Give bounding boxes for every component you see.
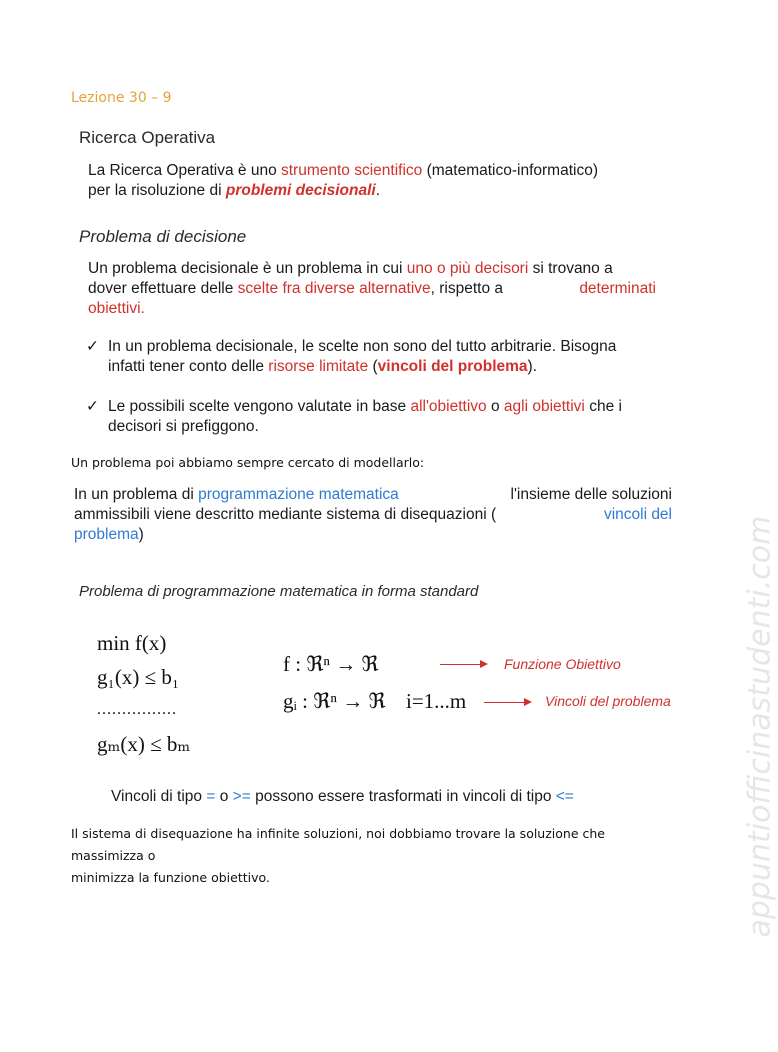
text: decisori si prefiggono. — [108, 418, 259, 435]
highlight-decisori: uno o più decisori — [406, 260, 529, 277]
arrow-line — [440, 664, 480, 665]
text: Un problema decisionale è un problema in cui — [88, 260, 407, 277]
arrow-right-icon — [524, 698, 532, 706]
text: l'insieme delle soluzioni — [510, 486, 672, 503]
text: Le possibili scelte vengono valutate in base — [108, 398, 411, 415]
highlight-obiettivi: obiettivi. — [88, 300, 145, 317]
highlight-problema: problema — [74, 526, 139, 543]
check-icon: ✓ — [86, 398, 99, 415]
formula-g1: g₁(x) ≤ b₁ — [97, 665, 180, 689]
note-modellare: Un problema poi abbiamo sempre cercato di modellarlo: — [71, 455, 425, 470]
text: ) — [138, 526, 144, 543]
slide-title-problema-decisione: Problema di decisione — [79, 227, 247, 246]
programmazione-definition — [74, 485, 672, 545]
highlight-problemi-decisionali: problemi decisionali — [225, 182, 376, 199]
text: , rispetto a — [430, 280, 504, 297]
text: In un problema decisionale, le scelte non sono del tutto arbitrarie. Bisogna — [108, 338, 617, 355]
slide-title-forma-standard: Problema di programmazione matematica in forma standard — [79, 583, 479, 600]
vincoli-tipo — [111, 787, 574, 807]
text: ammissibili viene descritto mediante sistema di disequazioni ( — [74, 506, 497, 523]
note-line: minimizza la funzione obiettivo. — [71, 870, 270, 885]
highlight-equal: = — [206, 788, 216, 805]
text: dover effettuare delle — [88, 280, 238, 297]
formula-f-map: f : ℜⁿ → ℜ — [283, 652, 379, 676]
text: . — [375, 182, 381, 199]
text: o — [486, 398, 504, 415]
watermark: appuntiofficinastudenti.com — [742, 515, 778, 938]
formula-min: min f(x) — [97, 631, 167, 655]
highlight-scelte: scelte fra diverse alternative — [237, 280, 431, 297]
bullet-risorse — [86, 337, 676, 377]
check-icon: ✓ — [86, 338, 99, 355]
text: (matematico-informatico) — [422, 162, 598, 179]
highlight-programmazione: programmazione matematica — [198, 486, 399, 503]
arrow-line — [484, 702, 524, 703]
highlight-risorse: risorse limitate — [268, 358, 369, 375]
text: La Ricerca Operativa è uno — [88, 162, 281, 179]
text: ). — [527, 358, 538, 375]
highlight-le: <= — [555, 788, 574, 805]
label-funzione-obiettivo: Funzione Obiettivo — [504, 656, 621, 672]
text: ( — [368, 358, 378, 375]
text: Vincoli di tipo — [111, 788, 207, 805]
label-vincoli-problema: Vincoli del problema — [545, 693, 671, 709]
highlight-obiettivo: all'obiettivo — [410, 398, 487, 415]
text: si trovano a — [528, 260, 613, 277]
slide-title-ricerca-operativa: Ricerca Operativa — [79, 128, 216, 147]
highlight-vincoli-del: vincoli del — [603, 506, 672, 523]
highlight-vincoli: vincoli del problema — [377, 358, 528, 375]
text: infatti tener conto delle — [108, 358, 269, 375]
text: che i — [584, 398, 622, 415]
formula-gm: gₘ(x) ≤ bₘ — [97, 732, 191, 756]
text: per la risoluzione di — [88, 182, 226, 199]
decisione-definition — [88, 259, 668, 319]
highlight-ge: >= — [232, 788, 251, 805]
bullet-obiettivi — [86, 397, 676, 437]
highlight-strumento: strumento scientifico — [281, 162, 423, 179]
highlight-determinati: determinati — [579, 280, 656, 297]
note-soluzioni — [71, 823, 681, 889]
text: possono essere trasformati in vincoli di tipo — [250, 788, 556, 805]
formula-g-map: gᵢ : ℜⁿ → ℜ — [283, 689, 386, 713]
text: In un problema di — [74, 486, 199, 503]
arrow-right-icon — [480, 660, 488, 668]
text: o — [215, 788, 233, 805]
formula-dots: ................ — [97, 701, 177, 718]
ricerca-operativa-definition — [88, 161, 668, 201]
formula-range: i=1...m — [406, 689, 467, 713]
lesson-header: Lezione 30 – 9 — [71, 90, 172, 106]
note-line: Il sistema di disequazione ha infinite soluzioni, noi dobbiamo trovare la soluzione che massimizza o — [71, 826, 605, 863]
highlight-obiettivi: agli obiettivi — [503, 398, 585, 415]
